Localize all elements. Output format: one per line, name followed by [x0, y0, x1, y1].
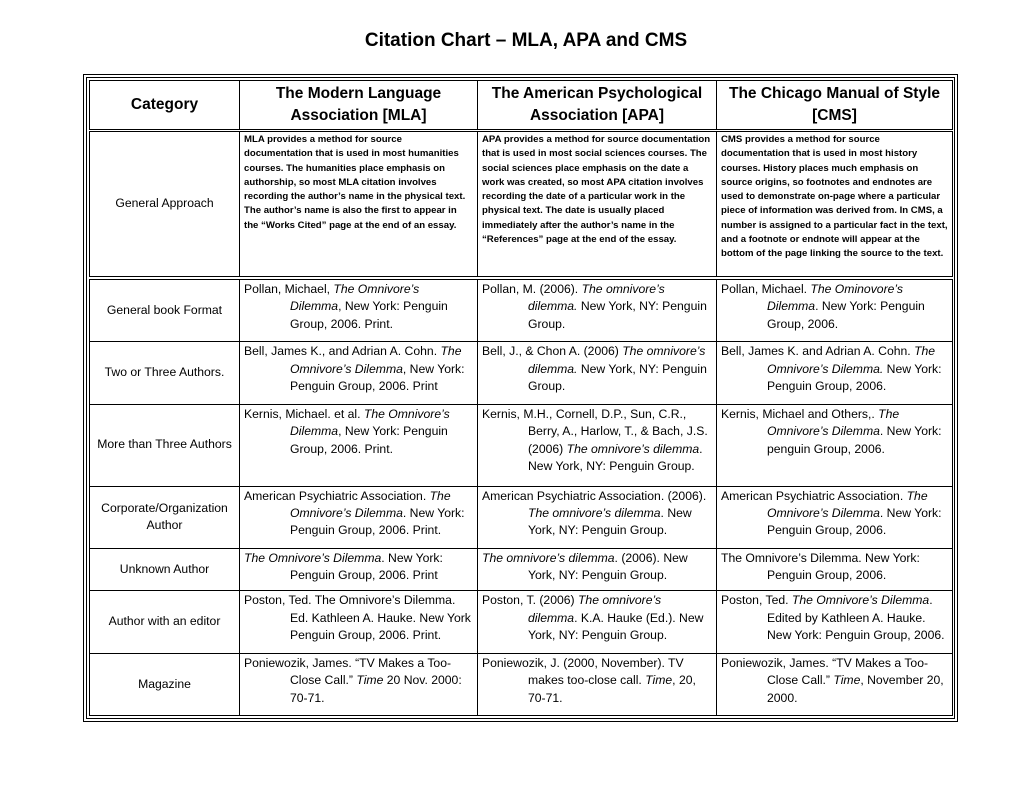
table-row — [90, 278, 953, 342]
row-category: Magazine — [90, 653, 240, 715]
citation-title: The Omnivore’s Dilemma — [767, 488, 928, 520]
citation-title: The omnivore’s dilemma — [482, 550, 615, 565]
citation-part: , New York: Penguin Group, 2006. Print. — [290, 424, 448, 456]
citation-text — [244, 488, 473, 540]
citation-text — [244, 592, 473, 644]
citation-cms — [717, 591, 953, 653]
citation-part: Bell, James K. and Adrian A. Cohn. — [721, 344, 915, 359]
citation-text — [244, 281, 473, 333]
citation-part: Pollan, M. (2006). — [482, 282, 582, 296]
citation-text — [482, 655, 712, 707]
citation-apa — [478, 342, 717, 404]
row-category: Two or Three Authors. — [90, 342, 240, 404]
citation-part: , November 20, 2000. — [767, 673, 944, 705]
citation-part: Kernis, Michael and Others,. — [721, 406, 879, 421]
citation-part: Bell, J., & Chon A. (2006) — [482, 344, 623, 359]
citation-title: The omnivore’s dilemma — [528, 505, 661, 520]
citation-part: . New York, NY: Penguin Group. — [528, 441, 703, 473]
citation-text — [244, 406, 473, 458]
citation-part: , New York: Penguin Group, 2006. Print — [290, 361, 465, 394]
citation-text — [721, 592, 948, 644]
citation-apa — [478, 653, 717, 715]
citation-cms — [717, 404, 953, 486]
citation-part: New York: Penguin Group, 2006. — [767, 361, 942, 394]
citation-chart — [83, 74, 958, 722]
citation-part: American Psychiatric Association. — [721, 488, 907, 503]
citation-title: Time — [833, 673, 861, 688]
citation-text — [482, 343, 712, 395]
header-row — [90, 81, 953, 131]
citation-text — [721, 343, 948, 395]
table-row — [90, 342, 953, 404]
citation-part: American Psychiatric Association. — [244, 488, 430, 503]
citation-text — [482, 592, 712, 644]
citation-apa — [478, 278, 717, 342]
citation-part: Kernis, M.H., Cornell, D.P., Sun, C.R., Berry, A., Harlow, T., & Bach, J.S. (2006) — [482, 406, 708, 456]
citation-part: Poston, Ted. The Omnivore’s Dilemma. Ed. Kathleen A. Hauke. New York Penguin Group, 2006. Print. — [244, 593, 471, 643]
citation-part: New York, NY: Penguin Group. — [528, 299, 707, 331]
citation-cms — [717, 653, 953, 715]
citation-part: Poniewozik, James. “TV Makes a Too-Close Call.” — [244, 655, 452, 688]
citation-text — [721, 655, 948, 707]
approach-row — [90, 131, 953, 279]
table-row — [90, 404, 953, 486]
citation-part: Poniewozik, J. (2000, November). TV makes too-close call. — [482, 655, 684, 688]
header-cms: The Chicago Manual of Style [CMS] — [717, 81, 953, 131]
header-mla: The Modern Language Association [MLA] — [240, 81, 478, 131]
citation-part: , New York: Penguin Group, 2006. Print. — [290, 299, 448, 331]
row-category: Author with an editor — [90, 591, 240, 653]
citation-title: The Omnivore’s Dilemma — [791, 593, 930, 608]
row-category: Unknown Author — [90, 548, 240, 591]
citation-cms — [717, 548, 953, 591]
citation-part: , 20, 70-71. — [528, 673, 696, 705]
citation-part: . New York: Penguin Group, 2006. Print — [290, 550, 443, 583]
citation-title: Time — [645, 673, 673, 688]
header-apa: The American Psychological Association [APA] — [478, 81, 717, 131]
citation-text — [482, 281, 712, 333]
citation-part: . New York, NY: Penguin Group. — [528, 505, 692, 538]
approach-mla: MLA provides a method for source documentation that is used in most humanities courses. The humanities place emphasis on authorship, so most MLA citation involves recording the author’s name in the physical text. The author’s name is also the first to appear in the “Works Cited” page at the end of an essay. — [240, 131, 478, 279]
citation-part: . New York: penguin Group, 2006. — [767, 424, 942, 456]
citation-part: 20 Nov. 2000: 70-71. — [290, 673, 462, 705]
approach-cms: CMS provides a method for source documentation that is used in most history courses. History places much emphasis on source origins, so footnotes and endnotes are used to demonstrate on-page where a particular piece of information was derived from. In CMS, a number is assigned to a particular fact in the text, and a footnote or endnote will appear at the bottom of the page linking the source to the text. — [717, 131, 953, 279]
table-row — [90, 548, 953, 591]
citation-title: The omnivore’s dilemma. — [528, 344, 706, 376]
citation-title: The Omnivore’s Dilemma — [290, 344, 462, 376]
citation-apa — [478, 591, 717, 653]
citation-text — [244, 550, 473, 585]
citation-apa — [478, 548, 717, 591]
citation-part: Bell, James K., and Adrian A. Cohn. — [244, 344, 441, 359]
approach-category: General Approach — [90, 131, 240, 279]
citation-title: The Omnivore’s Dilemma — [767, 406, 900, 439]
citation-mla — [240, 278, 478, 342]
citation-title: The Omnivore’s Dilemma. — [767, 344, 936, 376]
citation-title: The Omnivore’s Dilemma — [244, 550, 382, 565]
row-category: General book Format — [90, 278, 240, 342]
citation-mla — [240, 548, 478, 591]
citation-part: . K.A. Hauke (Ed.). New York, NY: Penguin Group. — [528, 610, 704, 643]
citation-title: The Omnivore’s Dilemma — [290, 282, 420, 314]
citation-text — [721, 550, 948, 585]
citation-text — [721, 488, 948, 540]
row-category: More than Three Authors — [90, 404, 240, 486]
citation-title: Time — [356, 673, 384, 688]
citation-text — [482, 550, 712, 585]
citation-part: Pollan, Michael, — [244, 282, 334, 296]
citation-mla — [240, 404, 478, 486]
citation-part: . New York: Penguin Group, 2006. — [767, 299, 925, 331]
citation-title: The Ominovore’s Dilemma — [767, 282, 903, 314]
citation-part: Poniewozik, James. “TV Makes a Too-Close Call.” — [721, 655, 929, 688]
citation-text — [721, 406, 948, 458]
table-row — [90, 591, 953, 653]
citation-text — [482, 406, 712, 476]
citation-part: Poston, Ted. — [721, 593, 792, 608]
citation-part: Poston, T. (2006) — [482, 593, 578, 608]
citation-apa — [478, 404, 717, 486]
row-category: Corporate/Organization Author — [90, 486, 240, 548]
citation-part: . (2006). New York, NY: Penguin Group. — [528, 550, 688, 583]
citation-part: . Edited by Kathleen A. Hauke. New York: Penguin Group, 2006. — [767, 593, 945, 643]
citation-apa — [478, 486, 717, 548]
citation-mla — [240, 653, 478, 715]
citation-mla — [240, 486, 478, 548]
citation-mla — [240, 591, 478, 653]
citation-part: Kernis, Michael. et al. — [244, 406, 364, 421]
citation-title: The Omnivore’s Dilemma — [290, 488, 451, 520]
citation-text — [244, 655, 473, 707]
table-row — [90, 486, 953, 548]
citation-text — [721, 281, 948, 333]
citation-cms — [717, 486, 953, 548]
citation-title: The omnivore’s dilemma. — [528, 282, 665, 314]
citation-part: The Omnivore’s Dilemma. New York: Penguin Group, 2006. — [721, 550, 920, 583]
citation-text — [482, 488, 712, 540]
citation-cms — [717, 342, 953, 404]
citation-part: New York, NY: Penguin Group. — [528, 361, 707, 394]
approach-apa: APA provides a method for source documentation that is used in most social sciences courses. The social sciences place emphasis on the date a work was created, so most APA citation involves recording the date of a particular work in the physical text. The date is usually placed immediately after the author’s name in the “References” page at the end of the essay. — [478, 131, 717, 279]
citation-part: Pollan, Michael. — [721, 282, 811, 296]
citation-table — [89, 80, 953, 716]
citation-title: The omnivore’s dilemma — [566, 441, 700, 456]
citation-mla — [240, 342, 478, 404]
citation-part: . New York: Penguin Group, 2006. Print. — [290, 505, 465, 538]
citation-cms — [717, 278, 953, 342]
page-title: Citation Chart – MLA, APA and CMS — [364, 30, 688, 51]
citation-part: . New York: Penguin Group, 2006. — [767, 505, 942, 538]
citation-part: American Psychiatric Association. (2006). — [482, 488, 707, 503]
citation-text — [244, 343, 473, 395]
table-row — [90, 653, 953, 715]
citation-title: The Omnivore’s Dilemma — [290, 406, 450, 439]
header-category: Category — [90, 81, 240, 131]
citation-title: The omnivore’s dilemma — [528, 593, 662, 625]
